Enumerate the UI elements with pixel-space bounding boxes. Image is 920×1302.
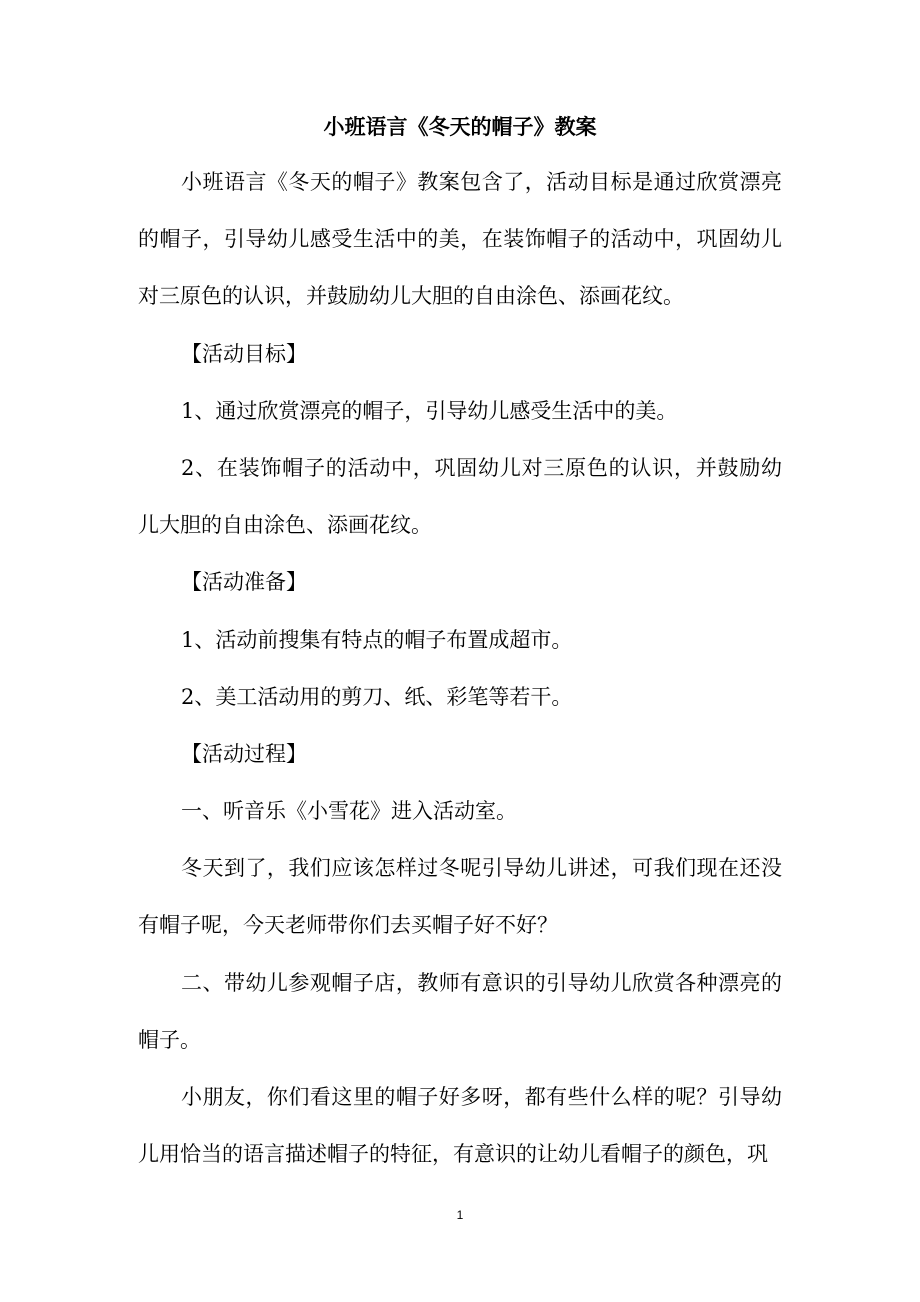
- document-body: [138, 154, 782, 1183]
- text-line: 【活动过程】: [181, 741, 307, 766]
- text-line: 小朋友，你们看这里的帽子好多呀，都有些什么样的呢？引导幼: [181, 1085, 782, 1109]
- text-line: 1、活动前搜集有特点的帽子布置成超市。: [181, 627, 573, 652]
- paragraph: [138, 383, 782, 440]
- text-line: 儿用恰当的语言描述帽子的特征，有意识的让幼儿看帽子的颜色，巩: [138, 1142, 768, 1167]
- text-line: 1、通过欣赏漂亮的帽子，引导幼儿感受生活中的美。: [181, 398, 678, 423]
- paragraph: [138, 554, 782, 611]
- text-line: 有帽子呢，今天老师带你们去买帽子好不好？: [138, 913, 558, 938]
- text-line: 帽子。: [138, 1027, 201, 1052]
- text-line: 小班语言《冬天的帽子》教案包含了，活动目标是通过欣赏漂亮: [181, 170, 782, 194]
- paragraph: [138, 326, 782, 383]
- text-line: 二、带幼儿参观帽子店，教师有意识的引导幼儿欣赏各种漂亮的: [181, 970, 782, 995]
- paragraph: [138, 726, 782, 783]
- paragraph: [138, 154, 782, 326]
- text-line: 儿大胆的自由涂色、添画花纹。: [138, 513, 432, 538]
- paragraph: [138, 440, 782, 554]
- page-number: 1: [456, 1208, 464, 1222]
- text-line: 冬天到了，我们应该怎样过冬呢引导幼儿讲述，可我们现在还没: [181, 856, 782, 881]
- text-line: 对三原色的认识，并鼓励幼儿大胆的自由涂色、添画花纹。: [138, 284, 684, 309]
- text-line: 【活动准备】: [181, 570, 307, 595]
- text-line: 【活动目标】: [181, 341, 307, 366]
- text-line: 的帽子，引导幼儿感受生活中的美，在装饰帽子的活动中，巩固幼儿: [138, 227, 782, 252]
- text-line: 2、美工活动用的剪刀、纸、彩笔等若干。: [181, 684, 573, 709]
- paragraph: [138, 840, 782, 954]
- paragraph: [138, 955, 782, 1069]
- paragraph: [138, 669, 782, 726]
- paragraph: [138, 783, 782, 840]
- paragraph: [138, 612, 782, 669]
- text-line: 2、在装饰帽子的活动中，巩固幼儿对三原色的认识，并鼓励幼: [181, 455, 782, 480]
- paragraph: [138, 1069, 782, 1183]
- document-title: 小班语言《冬天的帽子》教案: [323, 114, 597, 139]
- text-line: 一、听音乐《小雪花》进入活动室。: [181, 799, 517, 824]
